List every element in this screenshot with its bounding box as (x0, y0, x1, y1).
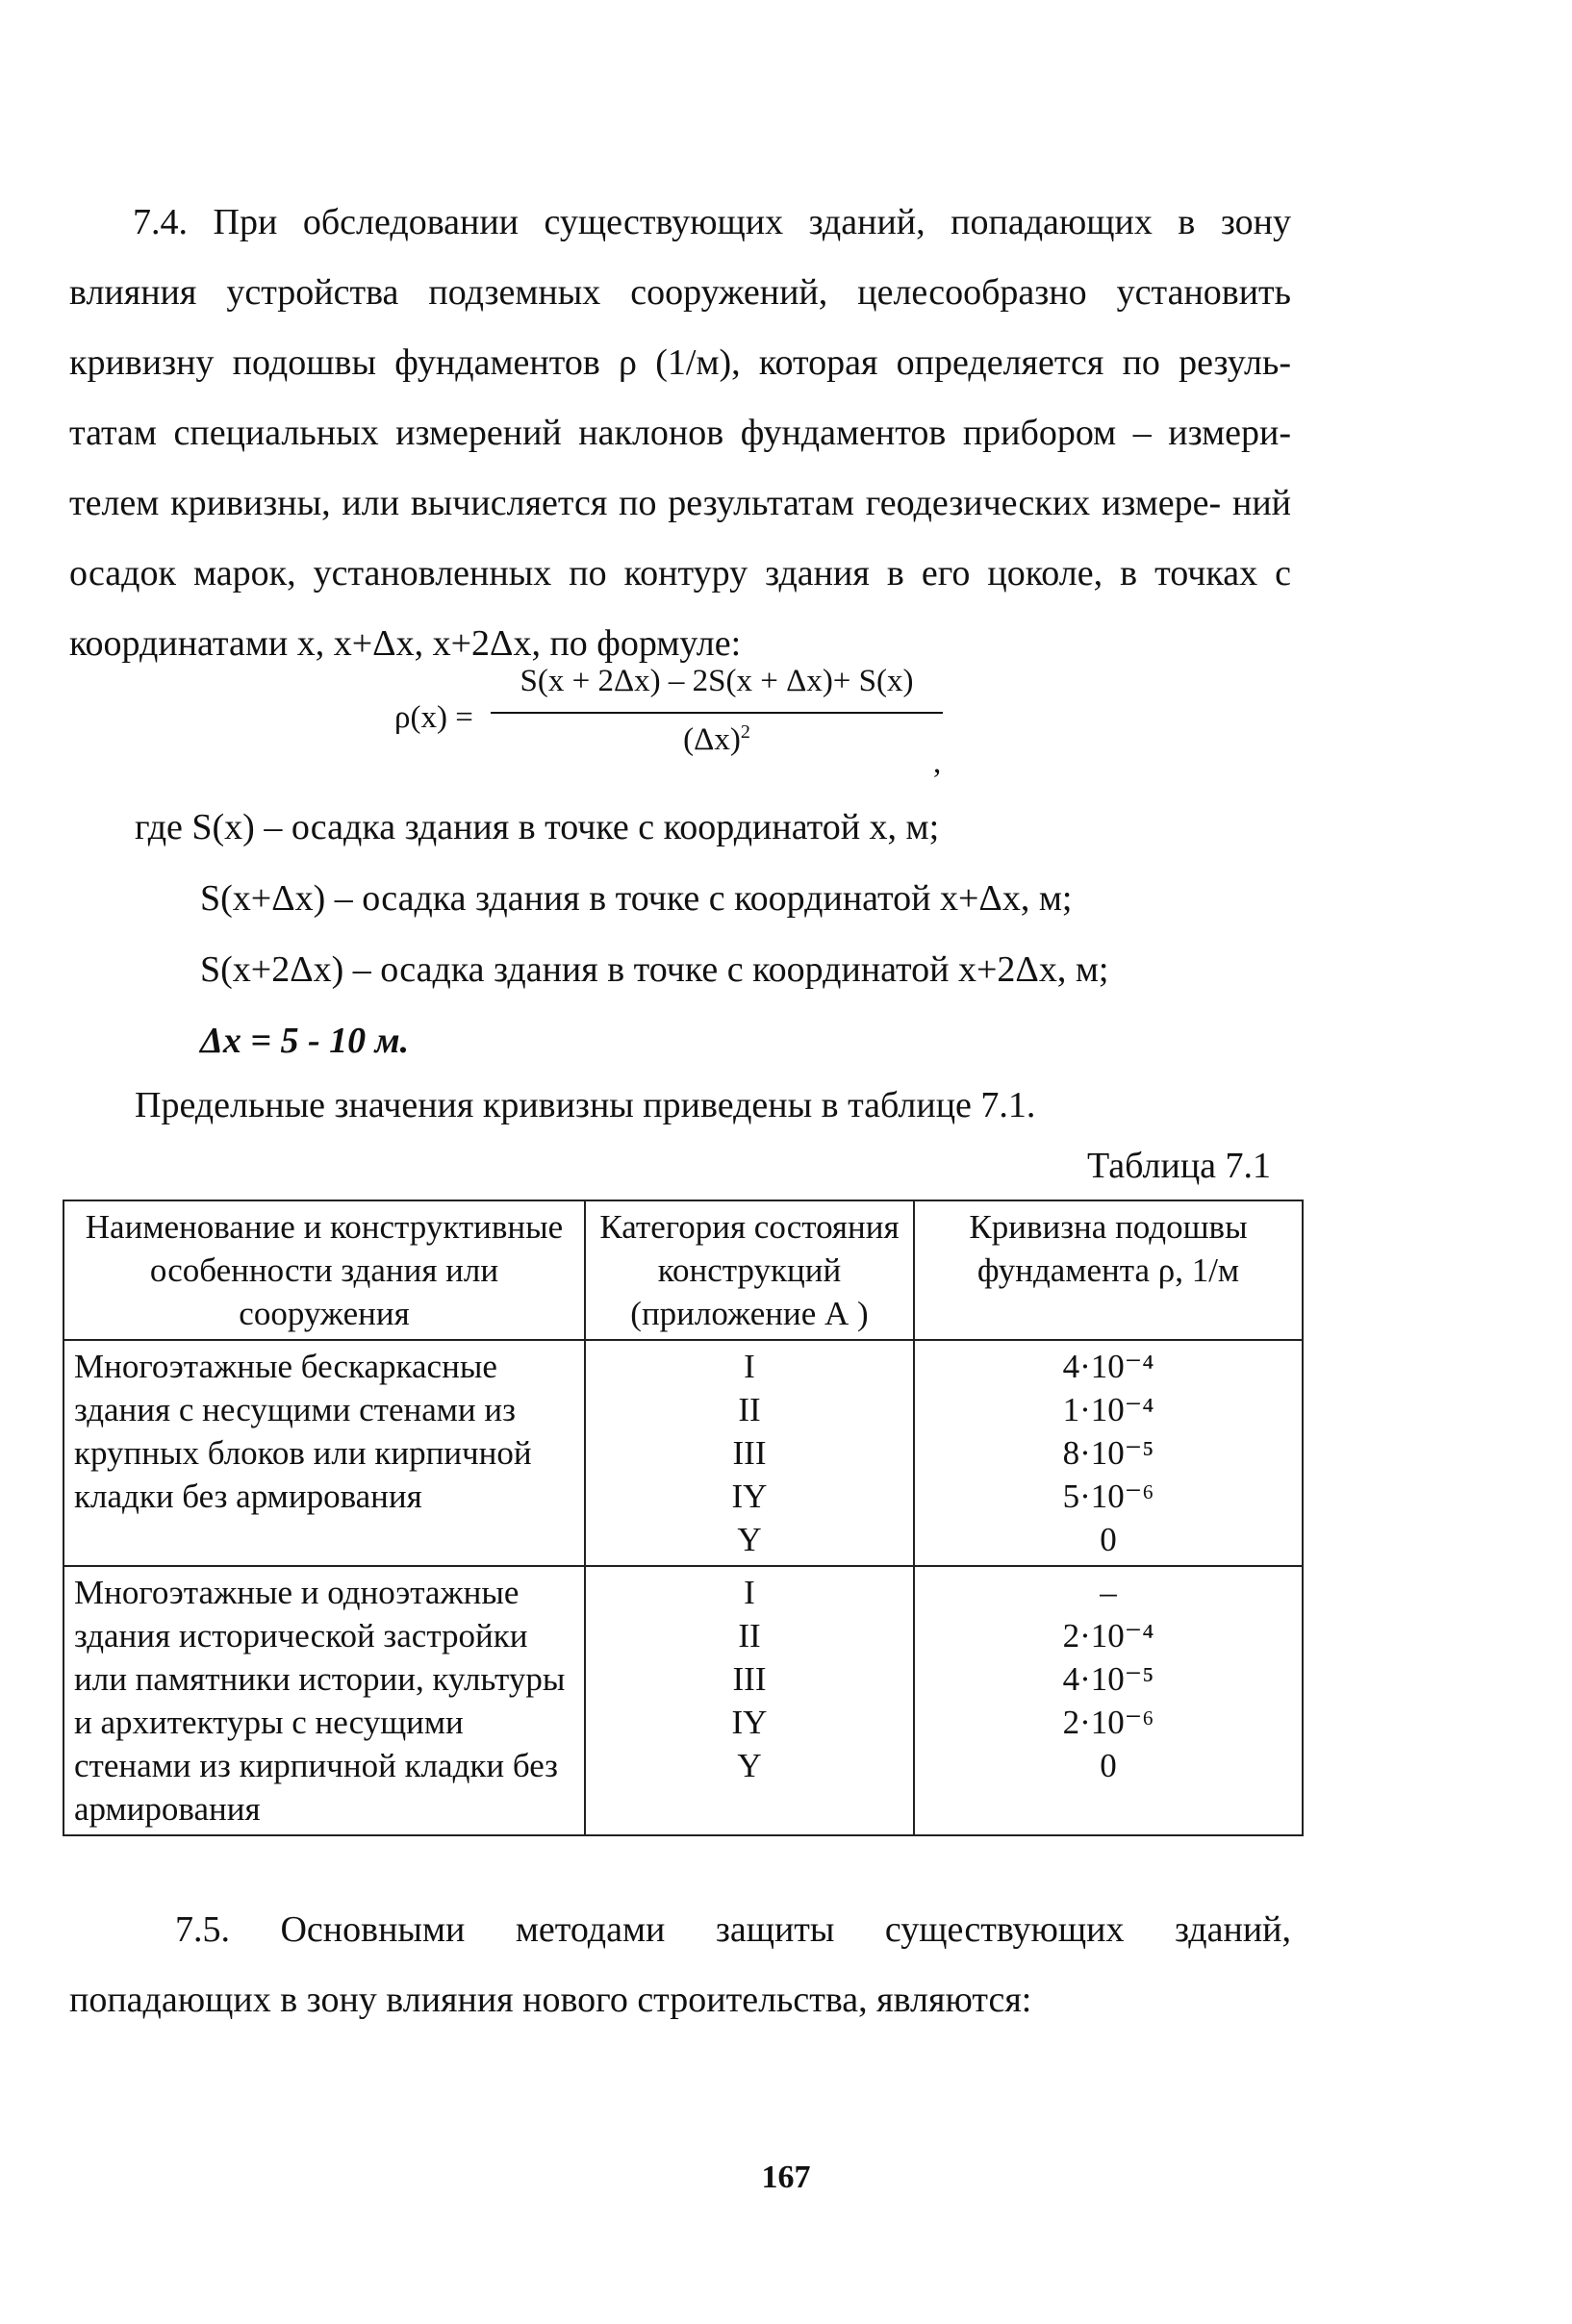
definition-s-x-dx: S(x+Δx) – осадка здания в точке с координатой x+Δx, м; (200, 878, 1073, 919)
row-values (914, 1340, 1303, 1566)
p75-text: 7.5. Основными методами защиты существующих зданий, попадающих в зону влияния нового строительства, являются: (69, 1909, 1291, 2020)
denominator-base: (Δx) (683, 722, 741, 757)
category-cell: Y (737, 1521, 762, 1558)
table-row (63, 1340, 1303, 1566)
category-cell: IY (731, 1478, 768, 1515)
p74-line-6: ний осадок марок, установленных по контуру здания в его цоколе, в (69, 483, 1291, 594)
formula-denominator (491, 721, 943, 758)
value-cell: 5·10⁻⁶ (1062, 1478, 1154, 1515)
value-cell: 2·10⁻⁶ (1062, 1704, 1154, 1741)
category-cell: II (738, 1391, 761, 1428)
row-values (914, 1566, 1303, 1835)
p74-line-2: влияния устройства подземных сооружений, целесообразно установить (69, 272, 1291, 313)
table-header-row (63, 1200, 1303, 1340)
denominator-power: 2 (740, 721, 750, 743)
row-categories (585, 1566, 914, 1835)
value-cell: 0 (1100, 1521, 1117, 1558)
p74-line-4: татам специальных измерений наклонов фундаментов прибором – измери- (69, 413, 1291, 453)
category-cell: Y (737, 1747, 762, 1784)
value-cell: 1·10⁻⁴ (1062, 1391, 1154, 1428)
value-cell: 4·10⁻⁴ (1062, 1348, 1154, 1385)
formula-lhs: ρ(x) = (394, 700, 473, 735)
fraction-bar (491, 712, 943, 714)
p74-line-3: кривизну подошвы фундаментов ρ (1/м), которая определяется по резуль- (69, 342, 1291, 383)
header-state-category: Категория состояния конструкций (приложение А ) (585, 1200, 914, 1340)
row-building-name: Многоэтажные бескаркасные здания с несущими стенами из крупных блоков или кирпичной кладки без армирования (63, 1340, 585, 1566)
value-cell: 8·10⁻⁵ (1062, 1434, 1154, 1472)
row-categories (585, 1340, 914, 1566)
category-cell: I (744, 1574, 755, 1611)
category-cell: III (732, 1660, 767, 1698)
formula-comma: , (933, 745, 942, 780)
definition-s-x-2dx: S(x+2Δx) – осадка здания в точке с координатой x+2Δx, м; (200, 949, 1109, 990)
value-cell: 0 (1100, 1747, 1117, 1784)
definition-dx-range: Δx = 5 - 10 м. (200, 1021, 410, 1061)
table-intro: Предельные значения кривизны приведены в таблице 7.1. (135, 1085, 1036, 1125)
value-cell: 2·10⁻⁴ (1062, 1617, 1154, 1655)
paragraph-7-4 (69, 188, 1291, 679)
header-curvature: Кривизна подошвы фундамента ρ, 1/м (914, 1200, 1303, 1340)
definition-s-x: где S(x) – осадка здания в точке с координатой x, м; (135, 807, 940, 847)
table-caption: Таблица 7.1 (1087, 1146, 1272, 1186)
value-cell: – (1100, 1574, 1117, 1611)
category-cell: IY (731, 1704, 768, 1741)
p74-line-5: телем кривизны, или вычисляется по результатам геодезических измере- (69, 483, 1222, 523)
curvature-formula (394, 664, 991, 789)
curvature-table (63, 1200, 1304, 1836)
row-building-name: Многоэтажные и одноэтажные здания исторической застройки или памятники истории, культуры и архитектуры с несущими стенами из кирпичной кладки без армирования (63, 1566, 585, 1835)
paragraph-7-5 (69, 1895, 1291, 2035)
formula-numerator: S(x + 2Δx) – 2S(x + Δx)+ S(x) (520, 664, 914, 698)
p74-line-1: 7.4. При обследовании существующих зданий, попадающих в зону (133, 202, 1291, 242)
category-cell: III (732, 1434, 767, 1472)
table-row (63, 1566, 1303, 1835)
p74-line-7: точках с координатами x, x+Δx, x+2Δx, по формуле: (69, 553, 1291, 664)
category-cell: I (744, 1348, 755, 1385)
header-building-type: Наименование и конструктивные особенности здания или сооружения (63, 1200, 585, 1340)
category-cell: II (738, 1617, 761, 1655)
value-cell: 4·10⁻⁵ (1062, 1660, 1154, 1698)
page-number: 167 (761, 2160, 811, 2195)
